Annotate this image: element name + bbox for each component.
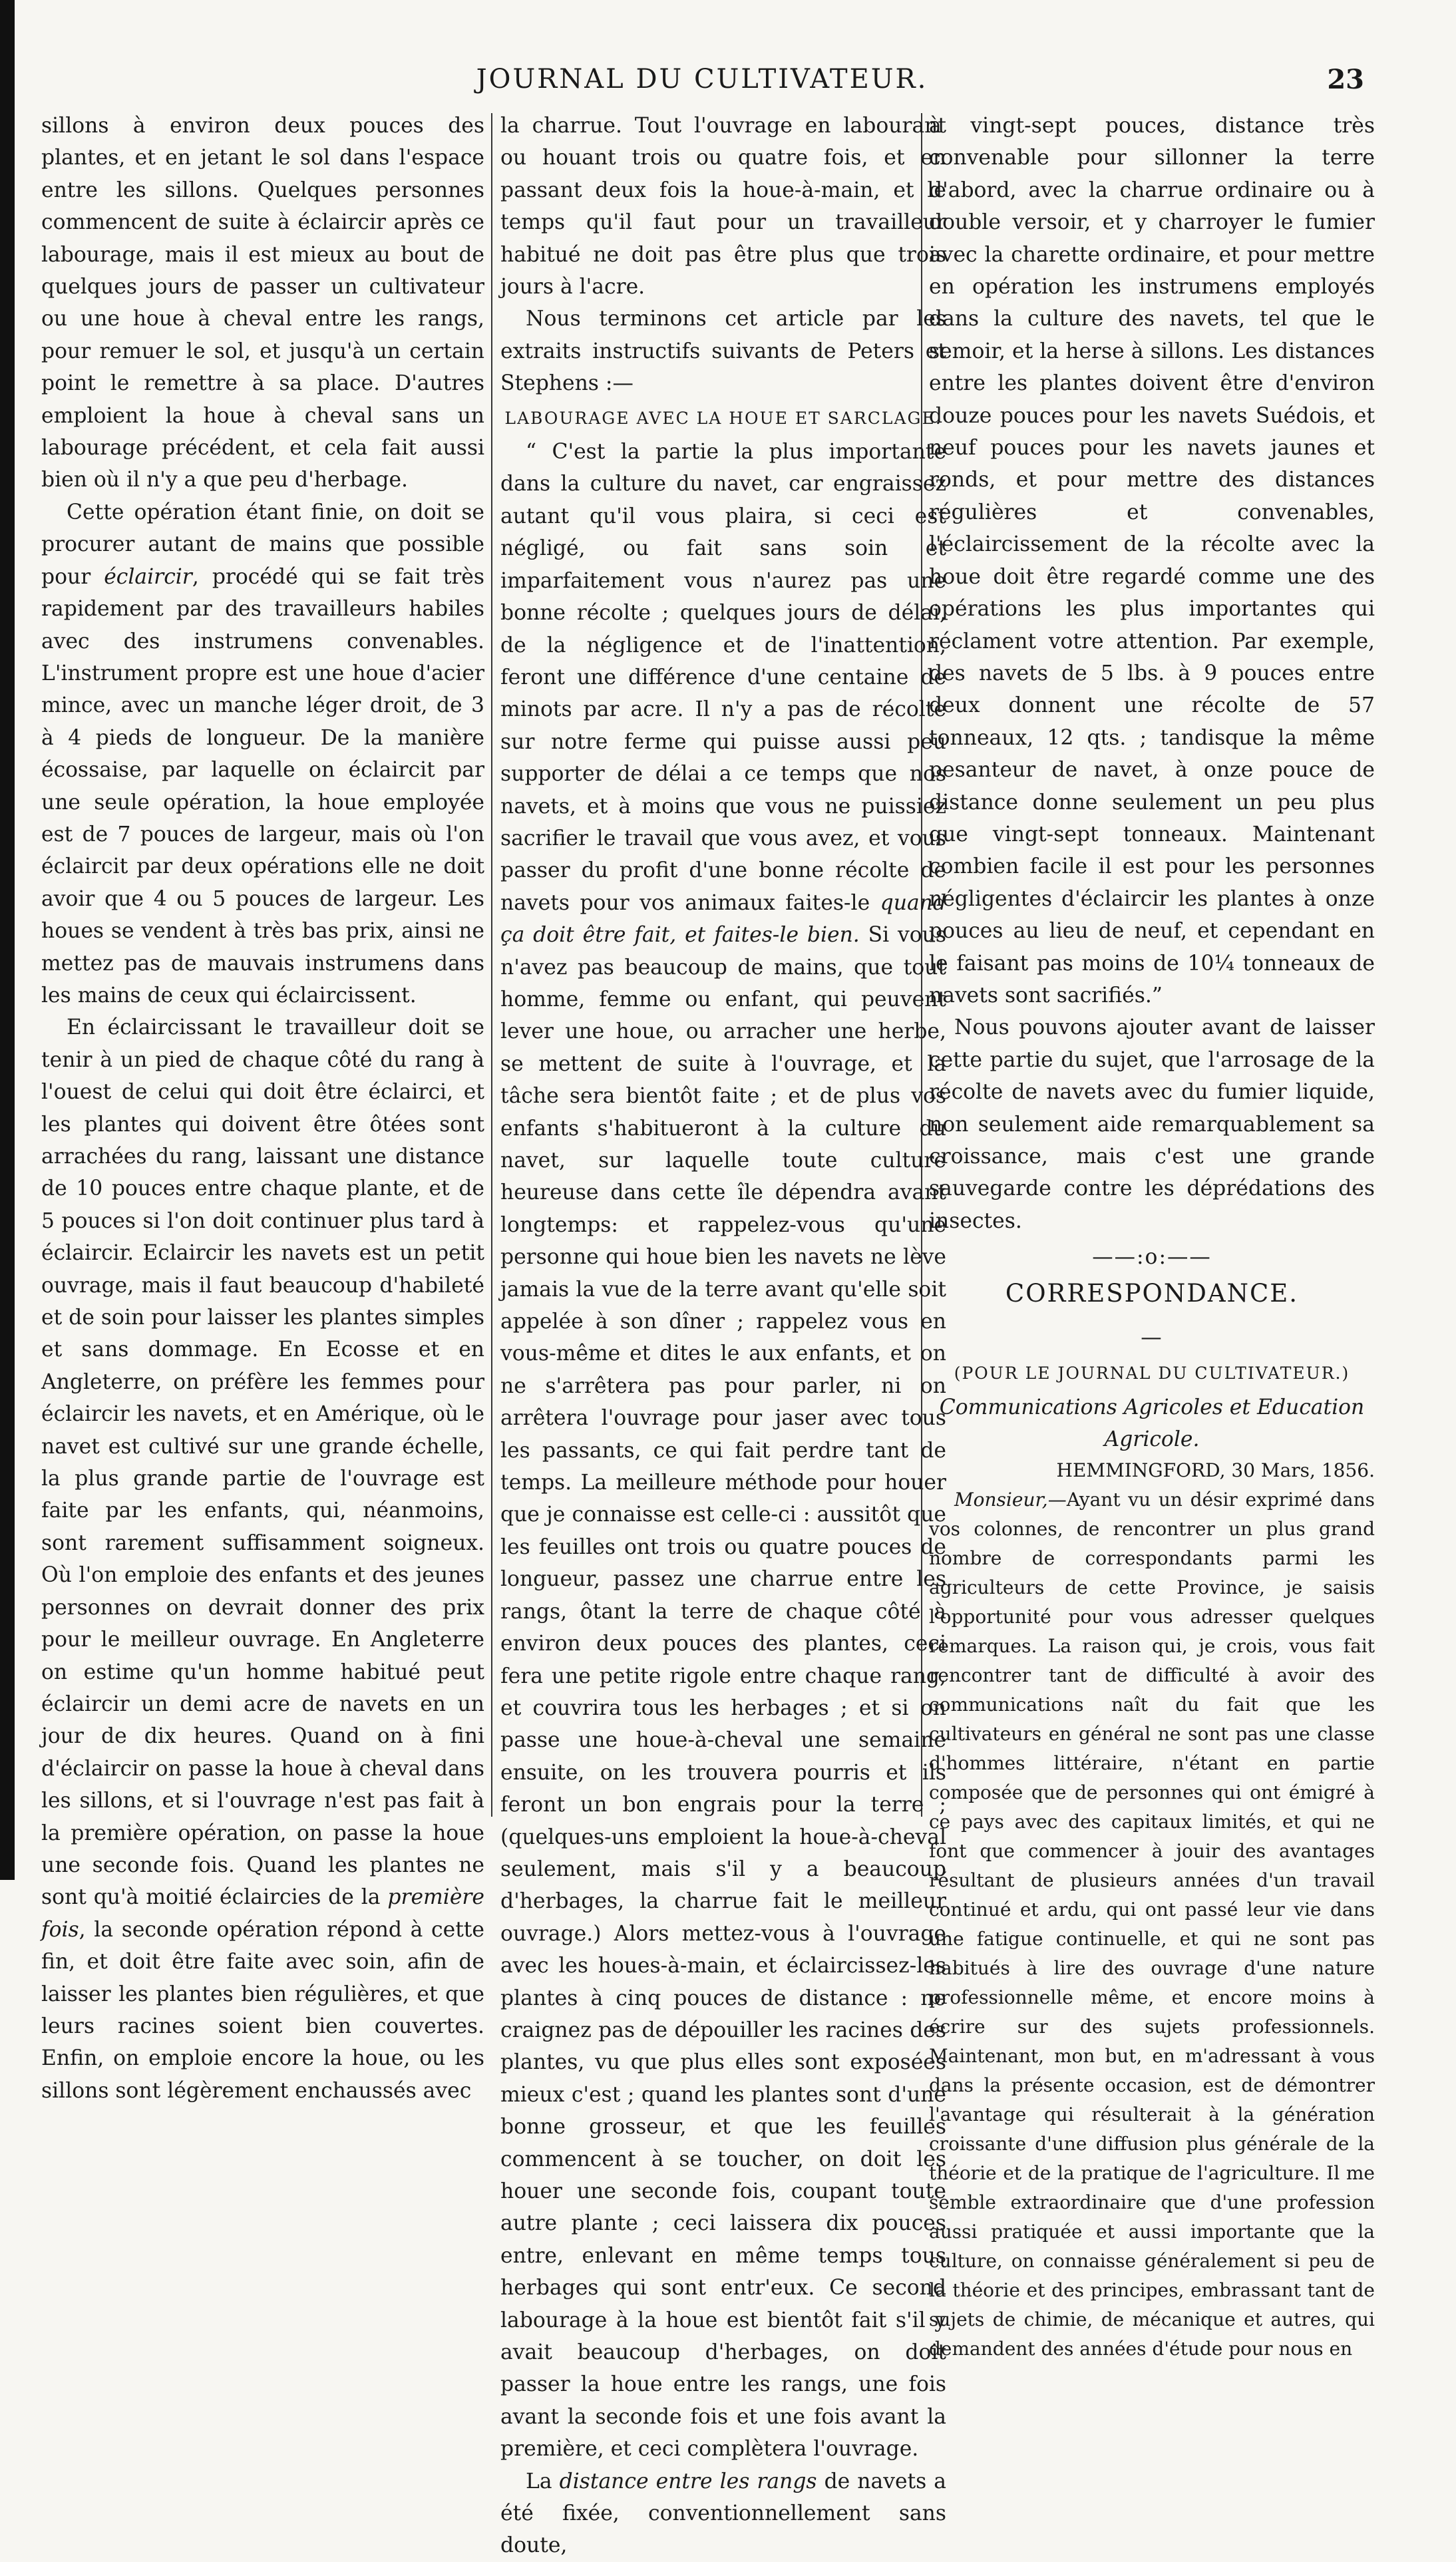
page-header bbox=[40, 64, 1364, 104]
text-run: —Ayant vu un désir exprimé dans vos colonnes, de rencontrer un plus grand nombre de correspondants parmi les agriculteurs de cette Province, je saisis l'opportunité pour vous adresser quelques remarques. La raison qui, je crois, vous fait rencontrer tant de difficulté à avoir des communications naît du fait que les cultivateurs en général ne sont pas une classe d'hommes littéraire, n'étant en partie composée que de personnes qui ont émigré à ce pays avec des capitaux limités, et qui ne font que commencer à jouir des avantages résultant de plusieurs années d'un travail continué et ardu, qui ont passé leur vie dans une fatigue continuelle, et qui ne sont pas habitués à lire des ouvrage d'une nature professionnelle même, et encore moins à écrire sur des sujets professionnels. Maintenant, mon but, en m'adressant à vous dans la présente occasion, est de démontrer l'avantage qui résulterait à la génération croissante d'une diffusion plus générale de la théorie et de la pratique de l'agriculture. Il me semble extraordinaire que d'une profession aussi pratiquée et aussi importante que la culture, on connaisse généralement si peu de la théorie et des principes, embrassant tant de sujets de chimie, de mécanique et autres, qui demandent des années d'étude pour nous en bbox=[929, 1488, 1375, 2360]
paragraph: la charrue. Tout l'ouvrage en labourant ou houant trois ou quatre fois, et en passant deux fois la houe-à-main, et le temps qu'il faut pour un travailleur habitué ne doit pas être plus que trois jours à l'acre. bbox=[500, 114, 946, 299]
text-run: , la seconde opération répond à cette fin, et doit être faite avec soin, afin de laisser les plantes bien régulières, et que leurs racines soient bien couvertes. Enfin, on emploie encore la houe, ou les sillons sont légèrement enchaussés avec bbox=[41, 1917, 484, 2103]
paragraph: sillons à environ deux pouces des plantes, et en jetant le sol dans l'espace entre les sillons. Quelques personnes commencent de suite à éclaircir après ce labourage, mais il est mieux au bout de quelques jours de passer un cultivateur ou une houe à cheval entre les rangs, pour remuer le sol, et jusqu'à un certain point le remettre à sa place. D'autres emploient la houe à cheval sans un labourage précédent, et cela fait aussi bien où il n'y a que peu d'herbage. bbox=[41, 114, 484, 492]
paragraph bbox=[500, 436, 946, 2466]
paragraph bbox=[41, 1011, 484, 2107]
column-rule-left bbox=[491, 113, 492, 1817]
paragraph: Nous pouvons ajouter avant de laisser cette partie du sujet, que l'arrosage de la récolte de navets avec du fumier liquide, non seulement aide remarquablement sa croissance, mais c'est une grande sauvegarde contre les déprédations des insectes. bbox=[929, 1015, 1375, 1233]
italic-run: éclaircir bbox=[104, 564, 192, 589]
column-left bbox=[41, 110, 484, 2103]
paragraph bbox=[500, 2466, 946, 2562]
text-run: , procédé qui se fait très rapidement par des travailleurs habiles avec des instrumens convenables. L'instrument propre est une houe d'acier mince, avec un manche léger droit, de 3 à 4 pieds de longueur. De la manière écossaise, par laquelle on éclaircit par une seule opération, la houe employée est de 7 pouces de largeur, mais où l'on éclaircit par deux opérations elle ne doit avoir que 4 ou 5 pouces de largeur. Les houes se vendent à très bas prix, ainsi ne mettez pas de mauvais instrumens dans les mains de ceux qui éclaircissent. bbox=[41, 564, 484, 1007]
for-journal-line: (POUR LE JOURNAL DU CULTIVATEUR.) bbox=[954, 1364, 1350, 1383]
text-run: Si vous n'avez pas beaucoup de mains, que tout homme, femme ou enfant, qui peuvent lever une houe, ou arracher une herbe, se mettent de suite à l'ouvrage, et la tâche sera bientôt faite ; et de plus vos enfants s'habitueront à la culture du navet, sur laquelle toute culture heureuse dans cette île dépendra avant longtemps: et rappelez-vous qu'une personne qui houe bien les navets ne lève jamais la vue de la terre avant qu'elle soit appelée à son dîner ; rappelez vous en vous-même et dites le aux enfants, et on ne s'arrêtera pas pour parler, ni on arrêtera l'ouvrage pour jaser avec tous les passants, ce qui fait perdre tant de temps. La meilleure méthode pour houer que je connaisse est celle-ci : aussitôt que les feuilles ont trois ou quatre pouces de longueur, passez une charrue entre les rangs, ôtant la terre de chaque côté à environ deux pouces des plantes, ceci fera une petite rigole entre chaque rang, et couvrira tous les herbages ; et si on passe une houe-à-cheval une semaine ensuite, on les trouvera pourris et ils feront un bon engrais pour la terre ; (quelques-uns emploient la houe-à-cheval seulement, mais s'il y a beaucoup d'herbages, la charrue fait le meilleur ouvrage.) Alors mettez-vous à l'ouvrage avec les houes-à-main, et éclaircissez-les plantes à cinq pouces de distance : ne craignez pas de dépouiller les racines des plantes, vu que plus elles sont exposées mieux c'est ; quand les plantes sont d'une bonne grosseur, et que les feuilles commencent à se toucher, on doit les houer une seconde fois, coupant toute autre plante ; ceci laissera dix pouces entre, enlevant en même temps tous herbages qui sont entr'eux. Ce second labourage à la houe est bientôt fait s'il y avait beaucoup d'herbages, on doit passer la houe entre les rangs, une fois avant la seconde fois et une fois avant la première, et ceci complètera l'ouvrage. bbox=[500, 923, 947, 2462]
paragraph: à vingt-sept pouces, distance très convenable pour sillonner la terre d'abord, avec la charrue ordinaire ou à double versoir, et y charroyer le fumier avec la charette ordinaire, et pour mettre en opération les instrumens employés dans la culture des navets, tel que le semoir, et la herse à sillons. Les distances entre les plantes doivent être d'environ douze pouces pour les navets Suédois, et neuf pouces pour les navets jaunes et ronds, et pour mettre des distances régulières et convenables, l'éclaircissement de la récolte avec la houe doit être regardé comme une des opérations les plus importantes qui réclament votre attention. Par exemple, des navets de 5 lbs. à 9 pouces entre deux donnent une récolte de 57 tonneaux, 12 qts. ; tandisque la même pesanteur de navet, à onze pouce de distance donne seulement un peu plus que vingt-sept tonneaux. Maintenant combien facile il est pour les personnes négligentes d'éclaircir les plantes à onze pouces au lieu de neuf, et cependant en le faisant pas moins de 10¼ tonneaux de navets sont sacrifiés.” bbox=[929, 114, 1375, 1007]
page-number: 23 bbox=[1327, 64, 1364, 95]
column-middle bbox=[500, 110, 947, 2558]
paragraph bbox=[41, 496, 484, 1012]
text-run: de navets a été fixée, conventionnellement sans doute, bbox=[500, 2469, 946, 2558]
page-binding-edge bbox=[0, 0, 15, 1880]
text-run: La bbox=[526, 2469, 560, 2493]
dateline: HEMMINGFORD, 30 Mars, 1856. bbox=[1056, 1459, 1375, 1481]
text-run: Cette opération étant finie, on doit se procurer autant de mains que possible pour bbox=[41, 500, 484, 589]
salutation: Monsieur, bbox=[954, 1488, 1048, 1511]
section-heading: CORRESPONDANCE. bbox=[1005, 1278, 1299, 1308]
italic-run: quand ça doit être fait, et faites-le bien. bbox=[500, 890, 946, 948]
letter-paragraph bbox=[929, 1485, 1375, 2364]
journal-title: JOURNAL DU CULTIVATEUR. bbox=[476, 64, 928, 94]
paragraph: Nous terminons cet article par les extraits instructifs suivants de Peters et Stephens :— bbox=[500, 307, 946, 396]
column-right bbox=[929, 110, 1375, 2360]
subheading: LABOURAGE AVEC LA HOUE ET SARCLAGE. bbox=[504, 408, 942, 428]
heading-dash: — bbox=[1141, 1326, 1163, 1350]
text-run: “ C'est la partie la plus importante dans la culture du navet, car engraissez autant qu'il vous plaira, si ceci est négligé, ou fait sans soin et imparfaitement vous n'aurez pas une bonne récolte ; quelques jours de délai, de la négligence et de l'inattention, feront une différence d'une centaine de minots par acre. Il n'y a pas de récolte sur notre ferme qui puisse aussi peu supporter de délai a ce temps que nos navets, et à moins que vous ne puissiez sacrifier le travail que vous avez, et vous passer du profit d'une bonne récolte de navets pour vos animaux faites-le bbox=[500, 440, 946, 915]
text-run: En éclaircissant le travailleur doit se tenir à un pied de chaque côté du rang à l'ouest de celui qui doit être éclairci, et les plantes qui doivent être ôtées sont arrachées du rang, laissant une distance de 10 pouces entre chaque plante, et de 5 pouces si l'on doit continuer plus tard à éclaircir. Eclaircir les navets est un petit ouvrage, mais il faut beaucoup d'habileté et de soin pour laisser les plantes simples et sans dommage. En Ecosse et en Angleterre, on préfère les femmes pour éclaircir les navets, et en Amérique, où le navet est cultivé sur une grande échelle, la plus grande partie de l'ouvrage est faite par les enfants, qui, néanmoins, sont rarement suffisamment soigneux. Où l'on emploie des enfants et des jeunes personnes on devrait donner des prix pour le meilleur ouvrage. En Angleterre on estime qu'un homme habitué peut éclaircir un demi acre de navets en un jour de dix heures. Quand on à fini d'éclaircir on passe la houe à cheval dans les sillons, et si l'ouvrage n'est pas fait à la première opération, on passe la houe une seconde fois. Quand les plantes ne sont qu'à moitié éclaircies de la bbox=[41, 1015, 484, 1910]
section-separator: ——:o:—— bbox=[1092, 1245, 1212, 1270]
article-title: Communications Agricoles et Education Agricole. bbox=[939, 1395, 1365, 1452]
italic-run: distance entre les rangs bbox=[559, 2469, 817, 2493]
italic-run: première fois bbox=[41, 1885, 484, 1942]
